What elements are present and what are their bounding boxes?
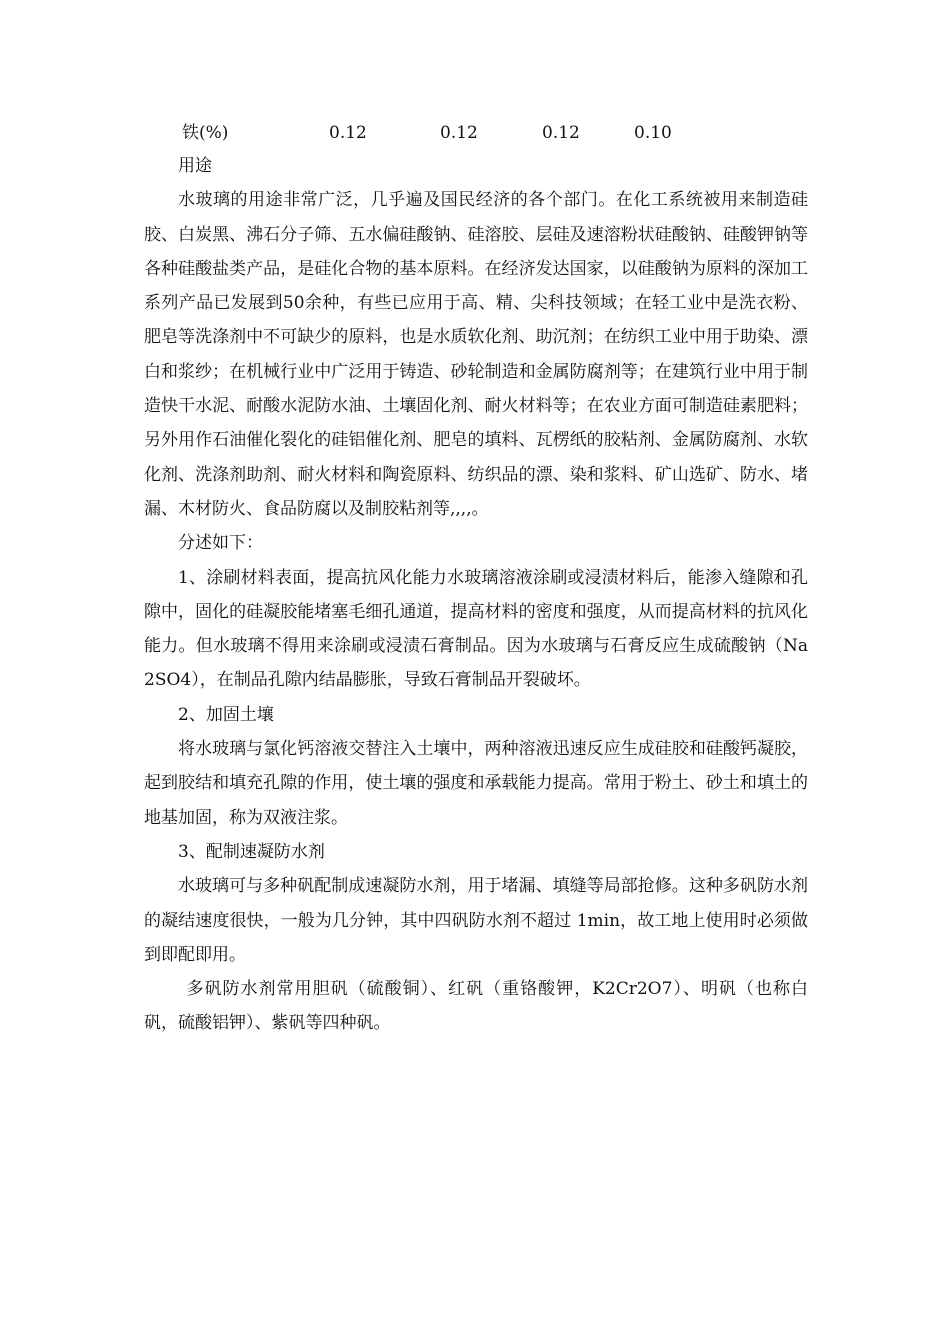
item1-paragraph: 1、涂刷材料表面，提高抗风化能力水玻璃溶液涂刷或浸渍材料后，能渗入缝隙和孔隙中，固化的硅凝胶能堵塞毛细孔通道，提高材料的密度和强度，从而提高材料的抗风化能力。但水玻璃不得用来涂刷或浸渍石膏制品。因为水玻璃与石膏反应生成硫酸钠（Na2SO4），在制品孔隙内结晶膨胀，导致石膏制品开裂破坏。: [144, 567, 808, 691]
row-value-4: 0.10: [634, 123, 672, 143]
usage-paragraph: 水玻璃的用途非常广泛，几乎遍及国民经济的各个部门。在化工系统被用来制造硅胶、白炭黑、沸石分子筛、五水偏硅酸钠、硅溶胶、层硅及速溶粉状硅酸钠、硅酸钾钠等各种硅酸盐类产品，是硅化合物的基本原料。在经济发达国家，以硅酸钠为原料的深加工系列产品已发展到50余种，有些已应用于高、精、尖科技领域；在轻工业中是洗衣粉、肥皂等洗涤剂中不可缺少的原料，也是水质软化剂、助沉剂；在纺织工业中用于助染、漂白和浆纱；在机械行业中广泛用于铸造、砂轮制造和金属防腐剂等；在建筑行业中用于制造快干水泥、耐酸水泥防水油、土壤固化剂、耐火材料等；在农业方面可制造硅素肥料；另外用作石油催化裂化的硅铝催化剂、肥皂的填料、瓦楞纸的胶粘剂、金属防腐剂、水软化剂、洗涤剂助剂、耐火材料和陶瓷原料、纺织品的漂、染和浆料、矿山选矿、防水、堵漏、木材防火、食品防腐以及制胶粘剂等,,,,。: [144, 190, 808, 519]
item2-paragraph: 将水玻璃与氯化钙溶液交替注入土壤中，两种溶液迅速反应生成硅胶和硅酸钙凝胶，起到胶结和填充孔隙的作用，使土壤的强度和承载能力提高。常用于粉土、砂土和填土的地基加固，称为双液注浆。: [144, 739, 808, 828]
item3-note-paragraph: 多矾防水剂常用胆矾（硫酸铜）、红矾（重铬酸钾，K2Cr2O7）、明矾（也称白矾，硫酸铝钾）、紫矾等四种矾。: [144, 979, 808, 1034]
item3-paragraph: 水玻璃可与多种矾配制成速凝防水剂，用于堵漏、填缝等局部抢修。这种多矾防水剂的凝结速度很快，一般为几分钟，其中四矾防水剂不超过 1min，故工地上使用时必须做到即配即用。: [144, 876, 808, 965]
overview-heading: 分述如下：: [178, 533, 263, 554]
usage-heading: 用途: [178, 156, 212, 176]
item3-heading: 3、配制速凝防水剂: [178, 841, 325, 862]
iron-content-row: [144, 117, 808, 149]
row-value-3: 0.12: [542, 123, 580, 143]
document-body: [144, 117, 808, 1041]
row-value-1: 0.12: [329, 123, 367, 143]
item2-heading: 2、加固土壤: [178, 704, 274, 725]
row-value-2: 0.12: [440, 123, 478, 143]
row-label: 铁(%): [182, 123, 229, 143]
